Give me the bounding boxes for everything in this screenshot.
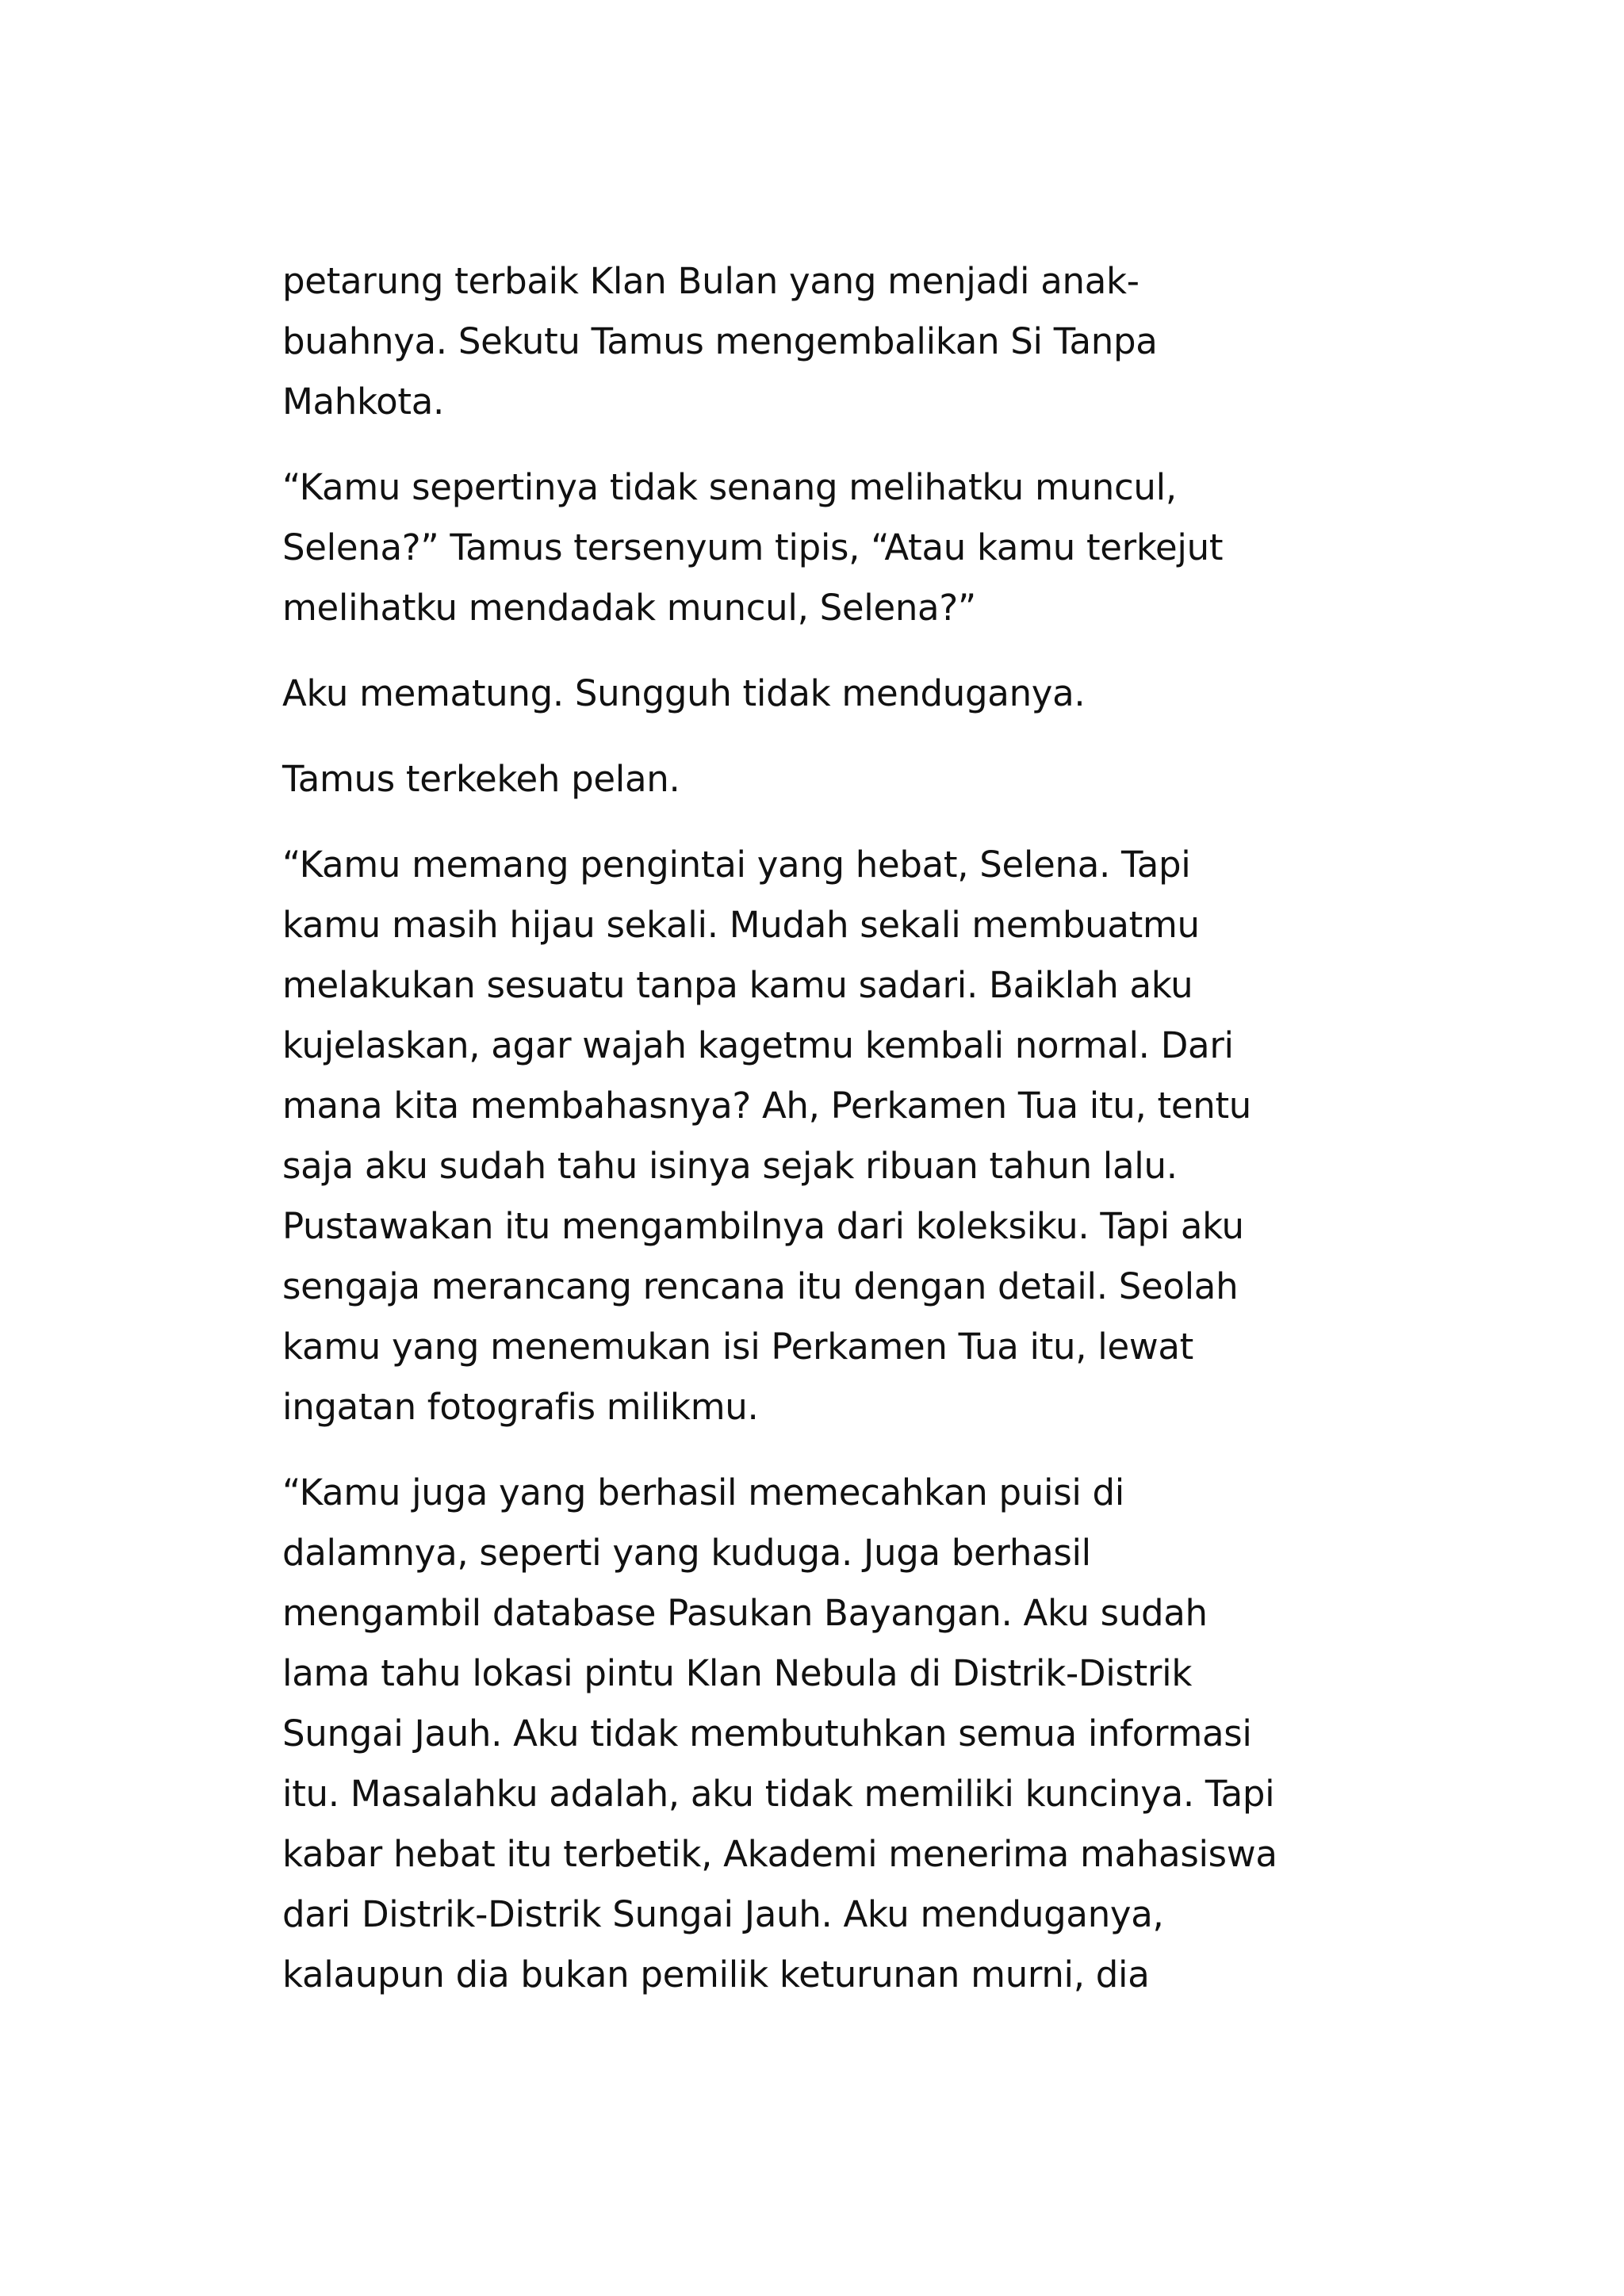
text-line: petarung terbaik Klan Bulan yang menjadi anak- (282, 260, 1139, 302)
text-line: Sungai Jauh. Aku tidak membutuhkan semua informasi (282, 1712, 1252, 1755)
text-line: kujelaskan, agar wajah kagetmu kembali normal. Dari (282, 1024, 1234, 1066)
text-line: “Kamu sepertinya tidak senang melihatku muncul, (282, 466, 1177, 508)
text-line: melihatku mendadak muncul, Selena?” (282, 587, 976, 629)
text-line: lama tahu lokasi pintu Klan Nebula di Distrik-Distrik (282, 1652, 1193, 1694)
paragraph-4 (282, 749, 1377, 809)
paragraph-6 (282, 1463, 1377, 2005)
text-line: dari Distrik-Distrik Sungai Jauh. Aku menduganya, (282, 1893, 1164, 1935)
text-line: dalamnya, seperti yang kuduga. Juga berhasil (282, 1532, 1091, 1574)
text-line: itu. Masalahku adalah, aku tidak memiliki kuncinya. Tapi (282, 1773, 1275, 1815)
text-line: kamu masih hijau sekali. Mudah sekali membuatmu (282, 904, 1200, 946)
paragraph-2 (282, 457, 1377, 638)
text-line: Aku mematung. Sungguh tidak menduganya. (282, 672, 1086, 714)
text-line: mana kita membahasnya? Ah, Perkamen Tua itu, tentu (282, 1085, 1252, 1127)
text-line: Tamus terkekeh pelan. (282, 758, 680, 800)
text-line: sengaja merancang rencana itu dengan detail. Seolah (282, 1265, 1239, 1307)
text-line: mengambil database Pasukan Bayangan. Aku sudah (282, 1592, 1208, 1634)
book-page-text (282, 251, 1377, 2030)
paragraph-3 (282, 664, 1377, 724)
text-line: Pustawakan itu mengambilnya dari koleksiku. Tapi aku (282, 1205, 1244, 1247)
paragraph-1 (282, 251, 1377, 432)
text-line: buahnya. Sekutu Tamus mengembalikan Si Tanpa (282, 320, 1158, 362)
text-line: “Kamu juga yang berhasil memecahkan puisi di (282, 1471, 1125, 1513)
paragraph-5 (282, 835, 1377, 1437)
text-line: “Kamu memang pengintai yang hebat, Selena. Tapi (282, 844, 1191, 886)
text-line: saja aku sudah tahu isinya sejak ribuan tahun lalu. (282, 1145, 1178, 1187)
text-line: melakukan sesuatu tanpa kamu sadari. Baiklah aku (282, 964, 1193, 1006)
text-line: Selena?” Tamus tersenyum tipis, “Atau kamu terkejut (282, 526, 1224, 568)
text-line: kamu yang menemukan isi Perkamen Tua itu, lewat (282, 1326, 1193, 1368)
text-line: ingatan fotografis milikmu. (282, 1386, 759, 1428)
text-line: kabar hebat itu terbetik, Akademi menerima mahasiswa (282, 1833, 1277, 1875)
text-line: Mahkota. (282, 381, 445, 423)
text-line: kalaupun dia bukan pemilik keturunan murni, dia (282, 1954, 1150, 1996)
